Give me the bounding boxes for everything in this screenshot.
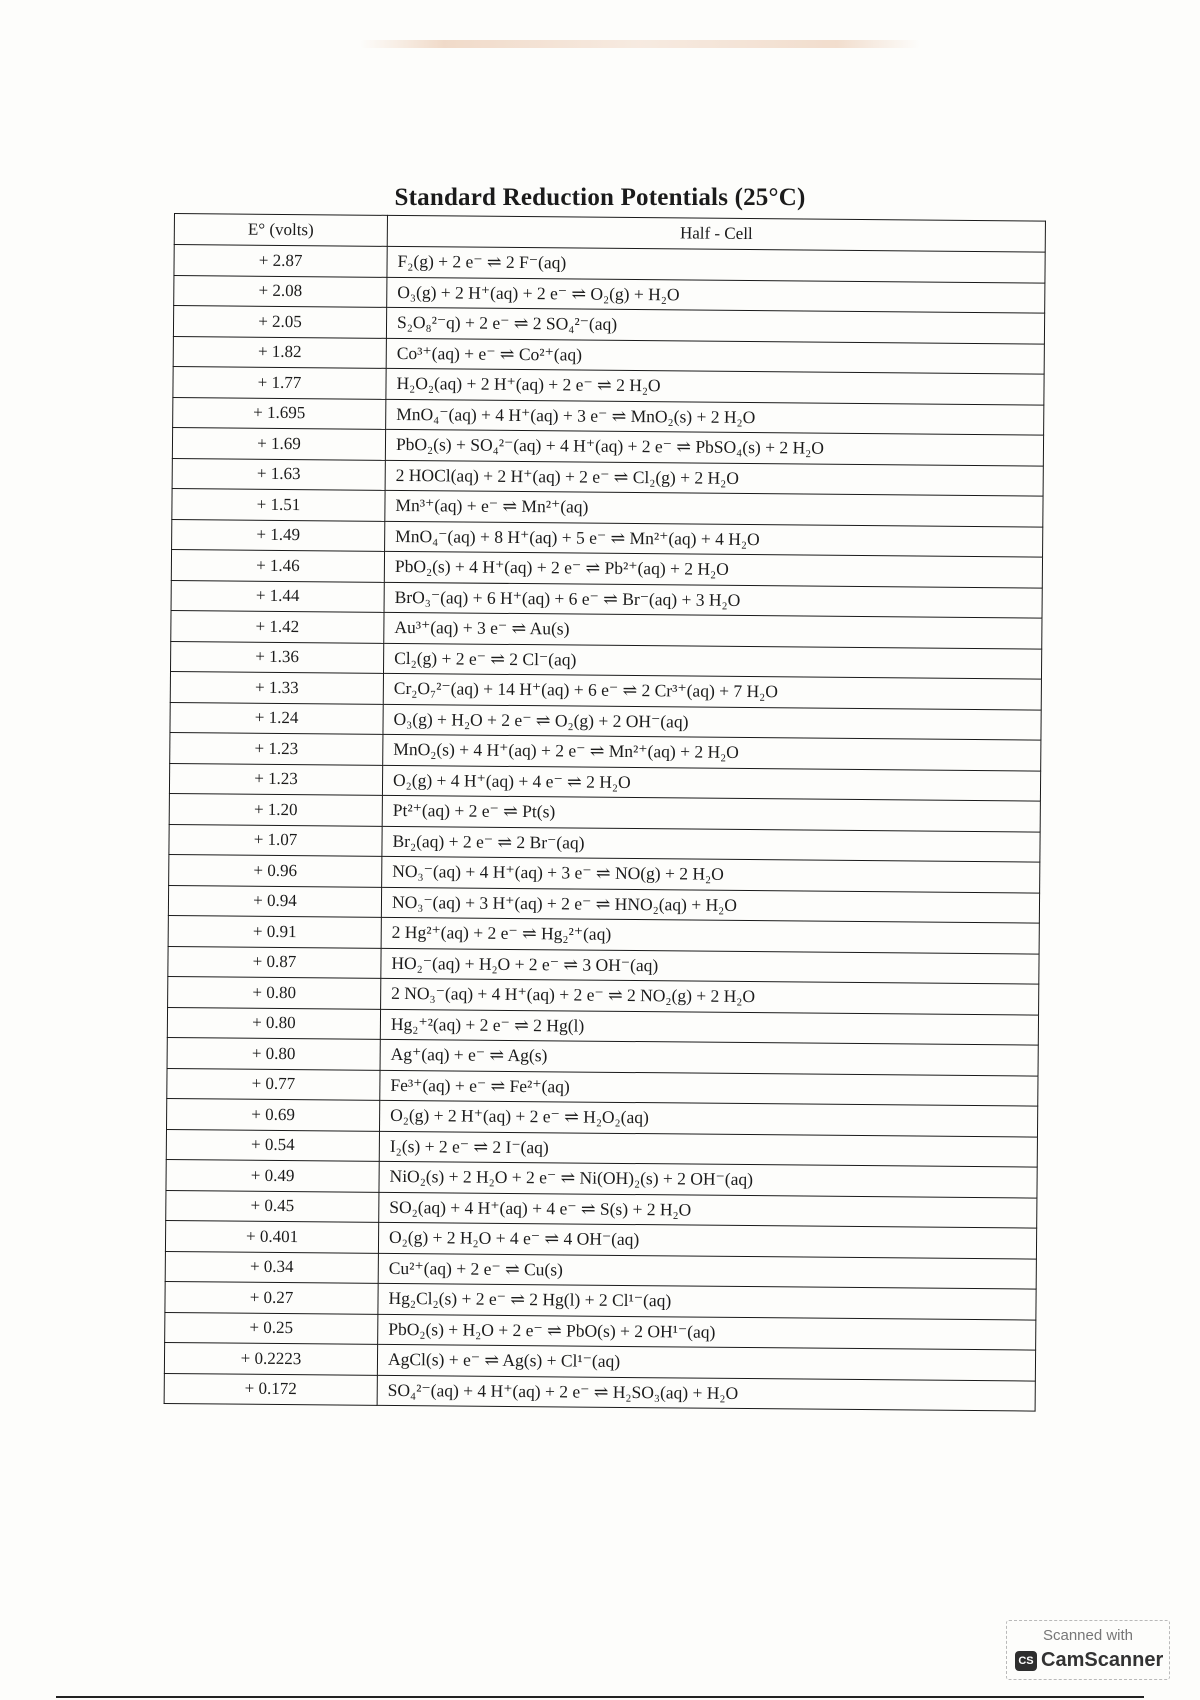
half-cell-reaction-cell: BrO₃⁻(aq) + 6 H⁺(aq) + 6 e⁻ ⇌ Br⁻(aq) + 3 H₂O (384, 582, 1042, 618)
half-cell-reaction-cell: NO₃⁻(aq) + 3 H⁺(aq) + 2 e⁻ ⇌ HNO₂(aq) + H₂O (381, 887, 1039, 923)
half-cell-reaction-cell: Co³⁺(aq) + e⁻ ⇌ Co²⁺(aq) (386, 338, 1044, 374)
potential-cell: + 1.36 (170, 641, 383, 673)
potential-cell: + 0.172 (164, 1373, 377, 1405)
half-cell-reaction-cell: Cr₂O₇²⁻(aq) + 14 H⁺(aq) + 6 e⁻ ⇌ 2 Cr³⁺(aq) + 7 H₂O (383, 673, 1041, 709)
half-cell-reaction-cell: F₂(g) + 2 e⁻ ⇌ 2 F⁻(aq) (387, 246, 1045, 282)
watermark-scanned-text: Scanned with (1042, 1627, 1134, 1644)
half-cell-reaction-cell: AgCl(s) + e⁻ ⇌ Ag(s) + Cl¹⁻(aq) (377, 1344, 1035, 1380)
half-cell-reaction-cell: Cu²⁺(aq) + 2 e⁻ ⇌ Cu(s) (378, 1253, 1036, 1289)
potential-cell: + 1.77 (173, 366, 386, 398)
potential-cell: + 0.401 (165, 1220, 378, 1252)
half-cell-reaction-cell: Fe³⁺(aq) + e⁻ ⇌ Fe²⁺(aq) (380, 1070, 1038, 1106)
half-cell-reaction-cell: Ag⁺(aq) + e⁻ ⇌ Ag(s) (380, 1039, 1038, 1075)
potential-cell: + 1.20 (169, 793, 382, 825)
half-cell-reaction-cell: S₂O₈²⁻q) + 2 e⁻ ⇌ 2 SO₄²⁻(aq) (386, 307, 1044, 343)
half-cell-reaction-cell: I₂(s) + 2 e⁻ ⇌ 2 I⁻(aq) (379, 1131, 1037, 1167)
half-cell-reaction-cell: O₃(g) + H₂O + 2 e⁻ ⇌ O₂(g) + 2 OH⁻(aq) (383, 704, 1041, 740)
half-cell-reaction-cell: O₃(g) + 2 H⁺(aq) + 2 e⁻ ⇌ O₂(g) + H₂O (387, 277, 1045, 313)
table-body (164, 245, 1045, 1412)
potential-cell: + 0.25 (165, 1312, 378, 1344)
potential-cell: + 0.34 (165, 1251, 378, 1283)
half-cell-reaction-cell: PbO₂(s) + SO₄²⁻(aq) + 4 H⁺(aq) + 2 e⁻ ⇌ PbSO₄(s) + 2 H₂O (385, 429, 1043, 465)
potential-cell: + 2.05 (173, 306, 386, 338)
potential-cell: + 0.94 (168, 885, 381, 917)
potential-cell: + 0.96 (169, 854, 382, 886)
potential-cell: + 0.27 (165, 1281, 378, 1313)
potential-cell: + 1.49 (172, 519, 385, 551)
half-cell-reaction-cell: MnO₂(s) + 4 H⁺(aq) + 2 e⁻ ⇌ Mn²⁺(aq) + 2 H₂O (383, 734, 1041, 770)
potential-cell: + 1.23 (170, 732, 383, 764)
potential-cell: + 0.80 (167, 1037, 380, 1069)
half-cell-reaction-cell: Br₂(aq) + 2 e⁻ ⇌ 2 Br⁻(aq) (382, 826, 1040, 862)
potential-cell: + 1.46 (171, 549, 384, 581)
potential-cell: + 1.695 (173, 397, 386, 429)
half-cell-reaction-cell: H₂O₂(aq) + 2 H⁺(aq) + 2 e⁻ ⇌ 2 H₂O (386, 368, 1044, 404)
half-cell-reaction-cell: Cl₂(g) + 2 e⁻ ⇌ 2 Cl⁻(aq) (383, 643, 1041, 679)
potential-cell: + 0.87 (168, 946, 381, 978)
half-cell-reaction-cell: Au³⁺(aq) + 3 e⁻ ⇌ Au(s) (384, 612, 1042, 648)
half-cell-reaction-cell: O₂(g) + 2 H₂O + 4 e⁻ ⇌ 4 OH⁻(aq) (378, 1222, 1036, 1258)
potential-cell: + 1.44 (171, 580, 384, 612)
potential-cell: + 1.63 (172, 458, 385, 490)
half-cell-reaction-cell: MnO₄⁻(aq) + 8 H⁺(aq) + 5 e⁻ ⇌ Mn²⁺(aq) + 4 H₂O (385, 521, 1043, 557)
half-cell-reaction-cell: HO₂⁻(aq) + H₂O + 2 e⁻ ⇌ 3 OH⁻(aq) (381, 948, 1039, 984)
half-cell-reaction-cell: 2 NO₃⁻(aq) + 4 H⁺(aq) + 2 e⁻ ⇌ 2 NO₂(g) + 2 H₂O (381, 978, 1039, 1014)
camscanner-watermark (1006, 1620, 1170, 1680)
half-cell-reaction-cell: SO₄²⁻(aq) + 4 H⁺(aq) + 2 e⁻ ⇌ H₂SO₃(aq) + H₂O (377, 1375, 1035, 1411)
potential-column-header: E° (volts) (174, 214, 387, 247)
half-cell-reaction-cell: O₂(g) + 2 H⁺(aq) + 2 e⁻ ⇌ H₂O₂(aq) (379, 1100, 1037, 1136)
potential-cell: + 0.80 (167, 1007, 380, 1039)
camscanner-logo-icon: CS (1015, 1651, 1037, 1671)
half-cell-reaction-cell: PbO₂(s) + H₂O + 2 e⁻ ⇌ PbO(s) + 2 OH¹⁻(aq) (378, 1314, 1036, 1350)
potential-cell: + 0.54 (166, 1129, 379, 1161)
potential-cell: + 2.08 (174, 275, 387, 307)
page-title: Standard Reduction Potentials (25°C) (394, 184, 806, 211)
potential-cell: + 1.69 (172, 427, 385, 459)
half-cell-reaction-cell: Pt²⁺(aq) + 2 e⁻ ⇌ Pt(s) (382, 795, 1040, 831)
watermark-brand-name: CamScanner (1041, 1649, 1164, 1671)
potential-cell: + 0.77 (167, 1068, 380, 1100)
half-cell-reaction-cell: 2 Hg²⁺(aq) + 2 e⁻ ⇌ Hg₂²⁺(aq) (381, 917, 1039, 953)
watermark-brand (1015, 1649, 1163, 1672)
potential-cell: + 0.91 (168, 915, 381, 947)
potential-cell: + 1.07 (169, 824, 382, 856)
half-cell-reaction-cell: SO₂(aq) + 4 H⁺(aq) + 4 e⁻ ⇌ S(s) + 2 H₂O (379, 1192, 1037, 1228)
potential-cell: + 1.42 (171, 610, 384, 642)
potential-cell: + 0.69 (167, 1098, 380, 1130)
table-row (164, 1373, 1035, 1411)
potential-cell: + 1.24 (170, 702, 383, 734)
half-cell-column-header: Half - Cell (387, 215, 1045, 252)
half-cell-reaction-cell: Hg₂Cl₂(s) + 2 e⁻ ⇌ 2 Hg(l) + 2 Cl¹⁻(aq) (378, 1283, 1036, 1319)
half-cell-reaction-cell: NO₃⁻(aq) + 4 H⁺(aq) + 3 e⁻ ⇌ NO(g) + 2 H₂O (382, 856, 1040, 892)
page-bottom-rule (56, 1696, 1144, 1698)
potential-cell: + 1.33 (170, 671, 383, 703)
half-cell-reaction-cell: PbO₂(s) + 4 H⁺(aq) + 2 e⁻ ⇌ Pb²⁺(aq) + 2 H₂O (384, 551, 1042, 587)
half-cell-reaction-cell: Hg₂⁺²(aq) + 2 e⁻ ⇌ 2 Hg(l) (380, 1009, 1038, 1045)
potential-cell: + 1.82 (173, 336, 386, 368)
potential-cell: + 2.87 (174, 245, 387, 277)
half-cell-reaction-cell: NiO₂(s) + 2 H₂O + 2 e⁻ ⇌ Ni(OH)₂(s) + 2 OH⁻(aq) (379, 1161, 1037, 1197)
half-cell-reaction-cell: Mn³⁺(aq) + e⁻ ⇌ Mn²⁺(aq) (385, 490, 1043, 526)
potential-cell: + 0.49 (166, 1159, 379, 1191)
half-cell-reaction-cell: 2 HOCl(aq) + 2 H⁺(aq) + 2 e⁻ ⇌ Cl₂(g) + 2 H₂O (385, 460, 1043, 496)
potential-cell: + 1.51 (172, 488, 385, 520)
potential-cell: + 0.80 (168, 976, 381, 1008)
potential-cell: + 1.23 (169, 763, 382, 795)
potential-cell: + 0.2223 (164, 1342, 377, 1374)
reduction-potentials-table (164, 213, 1046, 1412)
potential-cell: + 0.45 (166, 1190, 379, 1222)
scan-smudge (360, 40, 920, 48)
half-cell-reaction-cell: O₂(g) + 4 H⁺(aq) + 4 e⁻ ⇌ 2 H₂O (382, 765, 1040, 801)
half-cell-reaction-cell: MnO₄⁻(aq) + 4 H⁺(aq) + 3 e⁻ ⇌ MnO₂(s) + 2 H₂O (386, 399, 1044, 435)
